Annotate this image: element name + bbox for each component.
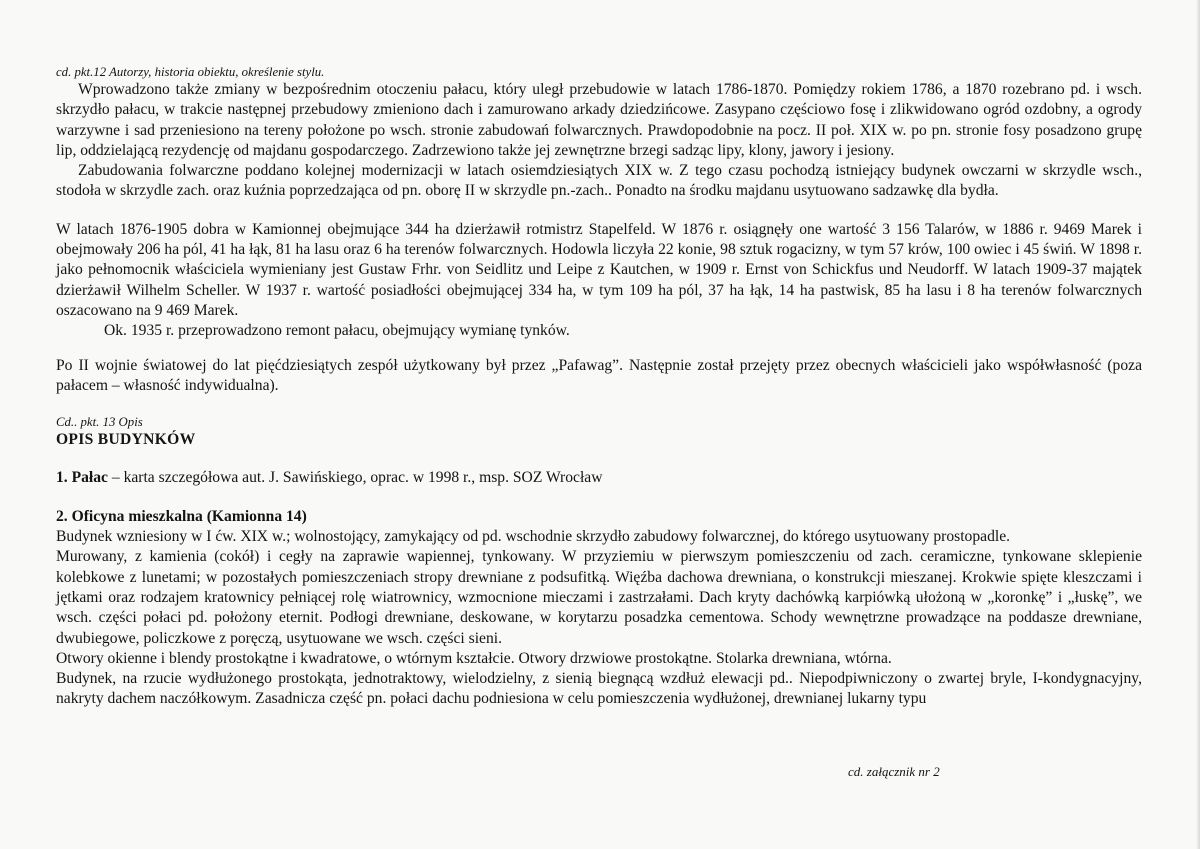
section-caption-opis: Cd.. pkt. 13 Opis [56, 415, 143, 430]
item-palac [56, 468, 1142, 488]
paragraph-modernizacja: Zabudowania folwarczne poddano kolejnej modernizacji w latach osiemdziesiątych XIX w. Z tego czasu pochodzą istniejący budynek owczarni w skrzydle wsch., stodoła w skrzydle zach. oraz kuźnia poprzedzająca od pn. oborę II w skrzydle pn.-zach.. Ponadto na środku majdanu usytuowano sadzawkę dla bydła. [56, 162, 1142, 200]
item-oficyna-line: Budynek wzniesiony w I ćw. XIX w.; wolnostojący, zamykający od pd. wschodnie skrzydło zabudowy folwarcznej, do którego usytuowany prostopadle. [56, 528, 1011, 546]
section-caption-history: cd. pkt.12 Autorzy, historia obiektu, określenie stylu. [56, 65, 325, 79]
item-oficyna-line: Murowany, z kamienia (cokół) i cegły na zaprawie wapiennej, tynkowany. W przyziemiu w pierwszym pomieszczeniu od zach. ceramiczne, tynkowane sklepienie kolebkowe z lunetami; w pozostałych pomieszczeniach stropy drewniane z podsufitką. Więźba dachowa drewniana, o konstrukcji mieszanej. Krokwie spięte kleszczami i jętkami oraz rodzajem kratownicy pełniącej rolę wiatrownicy, wzmocnione mieczami i zastrzałami. Dach kryty dachówką karpiówką ułożoną w „koronkę” i „łuskę”, we wsch. części połaci pd. położony eternit. Podłogi drewniane, deskowane, w korytarzu posadzka cementowa. Schody wewnętrzne prowadzące na poddasze drewniane, dwubiegowe, policzkowe z poręczą, usytuowane we wsch. części sieni. [56, 548, 1142, 647]
scan-edge-shadow [1196, 0, 1200, 849]
item-oficyna-line: Budynek, na rzucie wydłużonego prostokąta, jednotraktowy, wielodzielny, z sienią biegnącą wzdłuż elewacji pd.. Niepodpiwniczony o zwartej bryle, I-kondygnacyjny, nakryty dachem naczółkowym. Zasadnicza część pn. połaci dachu podniesiona w celu pomieszczenia wydłużonej, drewnianej lukarny typu [56, 670, 1142, 708]
paragraph-po-wojnie: Po II wojnie światowej do lat pięćdziesiątych zespół użytkowany był przez „Pafawag”. Następnie został przejęty przez obecnych właścicieli jako współwłasność (poza pałacem – własność indywidualna). [56, 356, 1142, 394]
paragraph-remont: Ok. 1935 r. przeprowadzono remont pałacu, obejmujący wymianę tynków. [104, 322, 570, 340]
item-palac-title: 1. Pałac [56, 469, 108, 487]
item-palac-text: – karta szczegółowa aut. J. Sawińskiego, oprac. w 1998 r., msp. SOZ Wrocław [107, 469, 603, 487]
document-body [56, 64, 1142, 710]
item-oficyna-line: Otwory okienne i blendy prostokątne i kwadratowe, o wtórnym kształcie. Otwory drzwiowe prostokątne. Stolarka drewniana, wtórna. [56, 649, 892, 667]
paragraph-otoczenie: Wprowadzono także zmiany w bezpośrednim otoczeniu pałacu, który uległ przebudowie w latach 1786-1870. Pomiędzy rokiem 1786, a 1870 rozebrano pd. i wsch. skrzydło pałacu, w trakcie następnej przebudowy zmieniono dach i zamurowano arkady dziedzińcowe. Zasypano częściowo fosę i zlikwidowano ogród ozdobny, a ogrody warzywne i sad przeniesiono na tereny położone po wsch. stronie zabudowań folwarcznych. Prawdopodobnie na pocz. II poł. XIX w. po pn. stronie fosy posadzono grupę lip, oddzielającą rezydencję od majdanu gospodarczego. Zadrzewiono także jej zewnętrzne brzegi sadząc lipy, klony, jawory i jesiony. [56, 81, 1142, 159]
page-footer: cd. załącznik nr 2 [848, 764, 940, 779]
paragraph-dzierzawa: W latach 1876-1905 dobra w Kamionnej obejmujące 344 ha dzierżawił rotmistrz Stapelfeld. W 1876 r. osiągnęły one wartość 3 156 Talarów, w 1886 r. 9469 Marek i obejmowały 206 ha pól, 41 ha łąk, 81 ha lasu oraz 6 ha terenów folwarcznych. Hodowla liczyła 22 konie, 98 sztuk rogacizny, w tym 57 krów, 100 owiec i 45 świń. W 1898 r. jako pełnomocnik właściciela wymieniany jest Gustaw Frhr. von Seidlitz und Leipe z Kautchen, w 1909 r. Ernst von Schickfus und Neudorff. W latach 1909-37 majątek dzierżawił Wilhelm Scheller. W 1937 r. wartość posiadłości obejmującej 334 ha, w tym 109 ha pól, 37 ha łąk, 14 ha pastwisk, 85 ha lasu i 8 ha terenów folwarcznych oszacowano na 9 469 Marek. [56, 220, 1142, 319]
item-oficyna-title: 2. Oficyna mieszkalna (Kamionna 14) [56, 507, 307, 525]
section-heading: OPIS BUDYNKÓW [56, 431, 196, 449]
